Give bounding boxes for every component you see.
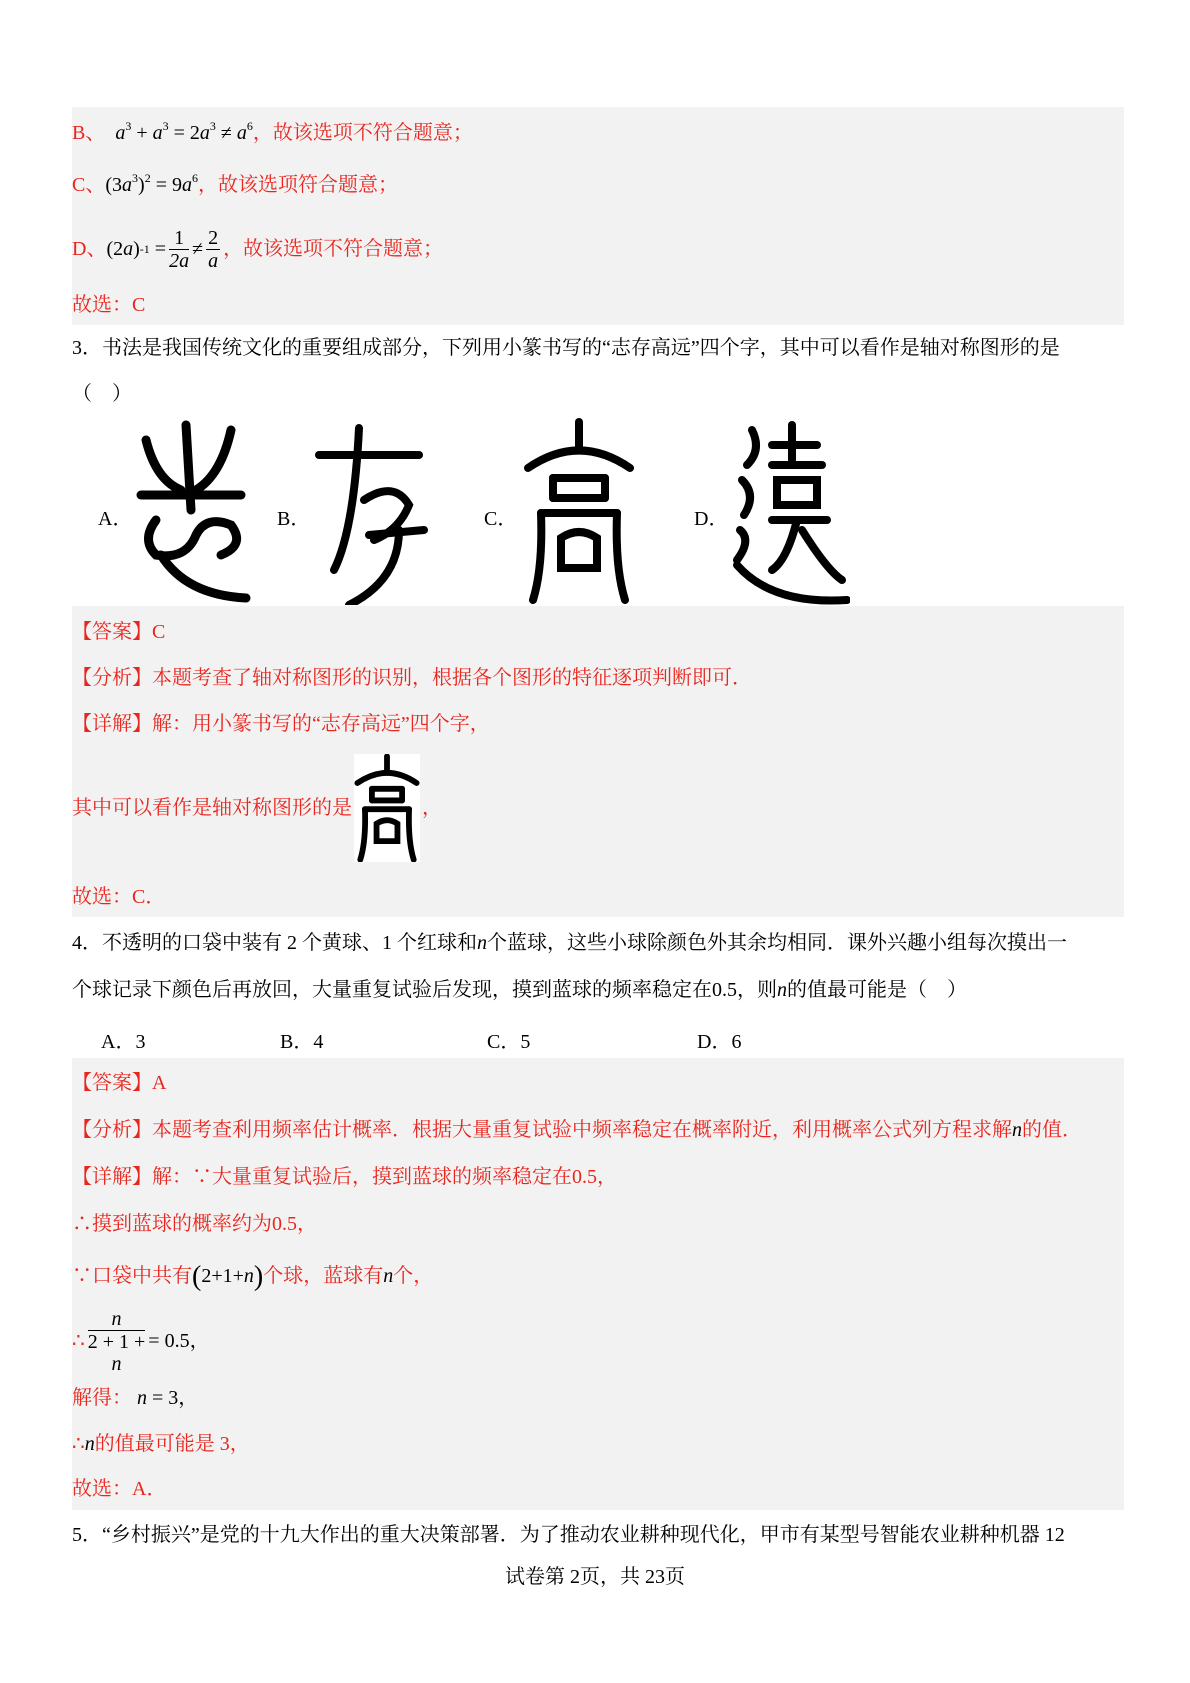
option-label: D、 (72, 238, 107, 260)
question-3-blank: （ ） (72, 383, 132, 405)
solution-text: ，故该选项不符合题意； (223, 238, 444, 260)
seal-glyph-gao-option-c (523, 418, 635, 604)
option-c-label: C． (484, 508, 518, 530)
option-b-label: B． (277, 508, 311, 530)
step-5: ∴n的值最可能是 3， (72, 1433, 250, 1455)
seal-glyph-gao-answer (354, 754, 420, 862)
page-footer: 试卷第 2页，共 23页 (505, 1566, 685, 1588)
option-b: B．4 (280, 1031, 324, 1053)
conclusion: 故选：A． (72, 1478, 167, 1500)
seal-glyph-yuan-option-d (732, 420, 850, 605)
detail-line: 【详解】解：用小篆书写的“志存高远”四个字， (72, 713, 490, 735)
step-4: 解得： n = 3， (72, 1387, 199, 1409)
conclusion: 故选：C (72, 294, 146, 316)
question-4-stem-line-2: 个球记录下颜色后再放回，大量重复试验后发现，摸到蓝球的频率稳定在0.5，则n的值最可能是（ ） (72, 979, 967, 1001)
step-3-equation: ∴ n 2 + 1 + n = 0.5， (72, 1307, 210, 1375)
conclusion: 故选：C． (72, 886, 166, 908)
solution-line-c (72, 173, 398, 197)
seal-glyph-zhi-option-a (136, 420, 251, 605)
solution-line-b (72, 121, 473, 145)
step-2: ∵口袋中共有(2+1+n)个球，蓝球有n个， (72, 1261, 434, 1292)
answer-line: 【答案】C (72, 621, 166, 643)
question-5-stem: 5．“乡村振兴”是党的十九大作出的重大决策部署．为了推动农业耕种现代化，甲市有某型号智能农业耕种机器 12 (72, 1524, 1065, 1546)
option-label: B、 (72, 122, 106, 144)
option-a: A．3 (101, 1031, 146, 1053)
question-4-stem-line-1: 4．不透明的口袋中装有 2 个黄球、1 个红球和n个蓝球，这些小球除颜色外其余均相同．课外兴趣小组每次摸出一 (72, 932, 1067, 954)
question-3-stem: 3．书法是我国传统文化的重要组成部分，下列用小篆书写的“志存高远”四个字，其中可以看作是轴对称图形的是 (72, 337, 1060, 359)
detail-line-2: 其中可以看作是轴对称图形的是 ， (72, 753, 442, 863)
math-expression: $(3a^3)^2 = 9a^6$ (105, 171, 198, 196)
option-label: C、 (72, 174, 106, 196)
answer-value: A (152, 1072, 167, 1094)
solution-text: ，故该选项符合题意； (197, 174, 398, 196)
analysis-line: 【分析】本题考查了轴对称图形的识别，根据各个图形的特征逐项判断即可． (72, 667, 752, 689)
solution-line-d (72, 224, 443, 274)
step-1: ∴摸到蓝球的概率约为0.5， (72, 1213, 317, 1235)
answer-value: C (152, 621, 166, 643)
answer-line: 【答案】A (72, 1072, 167, 1094)
analysis-line: 【分析】本题考查利用频率估计概率．根据大量重复试验中频率稳定在概率附近，利用概率公式列方程求解n的值． (72, 1119, 1082, 1141)
seal-glyph-cun-option-b (314, 420, 429, 605)
option-a-label: A． (98, 508, 133, 530)
option-d: D．6 (697, 1031, 742, 1053)
math-expression: (2 a ) -1 = $\frac{1}{2a}$ ≠ $\frac{2}{a}$ (106, 226, 219, 272)
solution-text: ，故该选项不符合题意； (252, 122, 473, 144)
option-d-label: D． (694, 508, 729, 530)
detail-line: 【详解】解：∵大量重复试验后，摸到蓝球的频率稳定在0.5， (72, 1166, 617, 1188)
math-expression: $a^3 + a^3 = 2a^3 \ne a^6$ (115, 119, 253, 144)
option-c: C．5 (487, 1031, 531, 1053)
